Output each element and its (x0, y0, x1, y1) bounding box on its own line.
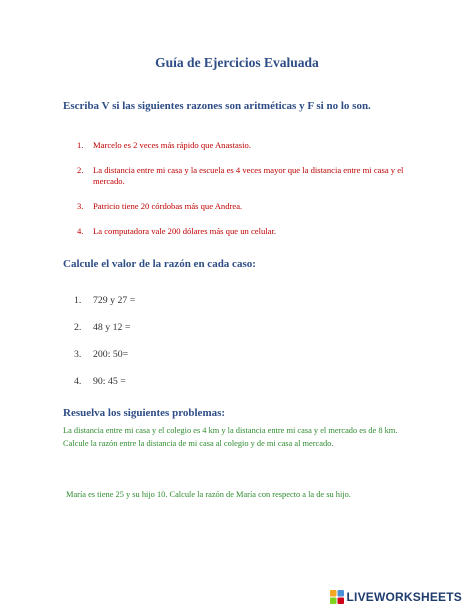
list-item-text: La distancia entre mi casa y la escuela es 4 veces mayor que la distancia entre mi casa y el mercado. (93, 165, 404, 186)
list-item-text: La computadora vale 200 dólares más que un celular. (93, 226, 277, 236)
list-item-number: 3. (74, 349, 82, 360)
logo-tile (330, 598, 337, 605)
list-item (63, 376, 418, 388)
logo-tile (337, 590, 344, 597)
list-item-text: 48 y 12 = (93, 322, 131, 333)
page-title: Guía de Ejercicios Evaluada (155, 55, 319, 70)
section3-heading: Resuelva los siguientes problemas: (63, 407, 226, 419)
list-item (63, 295, 418, 307)
logo-tile (330, 590, 337, 597)
list-item (63, 165, 418, 187)
list-item-number: 1. (74, 295, 82, 306)
list-item (63, 349, 418, 361)
problem-2-text: María es tiene 25 y su hijo 10. Calcule la razón de María con respecto a la de su hijo. (66, 490, 351, 499)
list-item-text: Patricio tiene 20 córdobas más que Andrea. (93, 201, 243, 211)
list-item-text: 90: 45 = (93, 376, 126, 387)
list-item-number: 4. (77, 226, 84, 236)
list-item (63, 322, 418, 334)
logo-tile (337, 598, 344, 605)
list-item-number: 3. (77, 201, 84, 211)
section2-list (63, 295, 418, 403)
list-item (63, 226, 418, 237)
list-item-number: 1. (77, 140, 84, 150)
list-item-text: Marcelo es 2 veces más rápido que Anastasio. (93, 140, 251, 150)
watermark-text: LIVEWORKSHEETS (346, 590, 462, 604)
section1-heading: Escriba V si las siguientes razones son aritméticas y F si no lo son. (63, 100, 371, 112)
list-item-number: 2. (74, 322, 82, 333)
list-item-number: 2. (77, 165, 84, 175)
section2-heading: Calcule el valor de la razón en cada caso: (63, 258, 256, 270)
liveworksheets-logo-icon (330, 590, 344, 604)
list-item-text: 729 y 27 = (93, 295, 136, 306)
list-item-number: 4. (74, 376, 82, 387)
list-item (63, 201, 418, 212)
list-item (63, 140, 418, 151)
list-item-text: 200: 50= (93, 349, 129, 360)
problem-1-text: La distancia entre mi casa y el colegio es 4 km y la distancia entre mi casa y el mercado es de 8 km. Calcule la razón entre la distancia de mi casa al colegio y de mi casa al mercado. (63, 426, 398, 448)
section1-list (63, 140, 418, 251)
liveworksheets-watermark (330, 589, 462, 605)
